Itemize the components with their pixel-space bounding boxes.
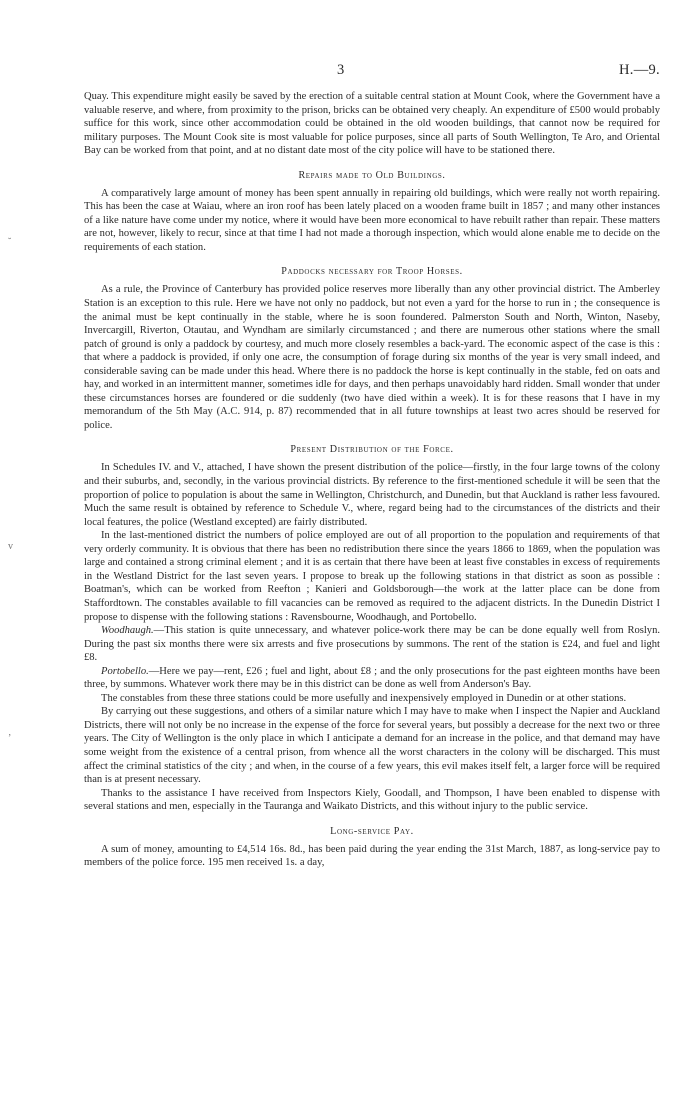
margin-tick-mark-lower: ‚ (8, 727, 12, 738)
page-header (84, 62, 660, 84)
paragraph-woodhaugh (84, 624, 660, 665)
paragraph-quay: Quay. This expenditure might easily be saved by the erection of a suitable central station at Mount Cook, where the Government have a valuable reserve, and where, from proximity to the prison, bricks can be obtained very cheaply. An expenditure of £500 would probably suffice for this work, since other accommodation could be obtained in the old wooden buildings, that cannot now be required for military purposes. The Mount Cook site is most valuable for police purposes, since all parts of South Wellington, Te Aro, and Oriental Bay can be worked from that point, and at no distant date most of the city police will have to be stationed there. (84, 91, 660, 157)
portobello-text: —Here we pay—rent, £26 ; fuel and light, about £8 ; and the only prosecutions for the past eighteen months have been three, by summons. Whatever work there may be in this district can be done as well from Anderson's Bay. (84, 665, 660, 691)
document-code: H.—9. (619, 62, 660, 78)
paragraph-constables: The constables from these three stations could be more usefully and inexpensively employed in Dunedin or at other stations. (101, 692, 627, 704)
margin-v-mark: v (8, 541, 13, 552)
body-text (84, 90, 660, 870)
heading-repairs: Repairs made to Old Buildings. (298, 169, 446, 181)
paragraph-westland: In the last-mentioned district the numbers of police employed are out of all proportion to the population and requirements of that very orderly community. It is obvious that there has been no redistribution there since the years 1866 to 1869, when the population was large and contained a strong criminal element ; and it is as certain that there have been at least five constables in excess of requirements in the Westland District for the last seven years. I propose to break up the following stations in that district as soon as possible : Boatman's, which can be worked from Reefton ; Kanieri and Goldsborough—the work at the latter place can be done from Staffordtown. The constables available to fill vacancies can be removed as required to the adjacent districts. In the Dunedin District I propose to dispense with the following stations : Ravensbourne, Woodhaugh, and Portobello. (84, 530, 660, 623)
paragraph-suggestions: By carrying out these suggestions, and others of a similar nature which I may have to make when I inspect the Napier and Auckland Districts, there will not only be no increase in the expense of the force for several years, but possibly a decrease for the next two or three years. The City of Wellington is the only place in which I anticipate a demand for an increase in the police, and that demand may have some weight from the existence of a central prison, from whence all the worst characters in the colony will be discharged. This must affect the criminal statistics of the city ; and when, in the course of a few years, this evil makes itself felt, a larger force will be required than is at present necessary. (84, 706, 660, 786)
paragraph-repairs: A comparatively large amount of money has been spent annually in repairing old buildings, which were really not worth repairing. This has been the case at Waiau, where an iron roof has been lately placed on a wooden frame built in 1857 ; and many other instances of a like nature have come under my notice, where it would have been more economical to have rebuilt rather than repair. These matters are not, however, likely to recur, since at that time I had not made a thorough inspection, which would alone enable me to decide on the requirements of each station. (84, 187, 660, 253)
paragraph-paddocks: As a rule, the Province of Canterbury has provided police reserves more liberally than any other provincial district. The Amberley Station is an exception to this rule. Here we have not only no paddock, but not even a yard for the horse to run in ; the consequence is the animal must be kept continually in the stable, where he is soon foundered. Palmerston South and North, Winton, Naseby, Invercargill, Riverton, Otautau, and Wyndham are similarly circumstanced ; and there are numerous other stations where the small patch of ground is only a paddock by courtesy, and much more closely resembles a back-yard. The economic aspect of the case is this : that where a paddock is provided, if only one acre, the consumption of forage during six months of the year is very small indeed, and considerable saving can be made under this head. Where there is no paddock the horse is kept continually in the stable, fed on oats and hay, and worked in an intermittent manner, sometimes idle for days, and then perhaps unavoidably hard ridden. Small wonder that under these circumstances horses are foundered or die suddenly (two have died within a week). It is for these reasons that I have in my memorandum of the 5th May (A.C. 914, p. 87) recommended that in all future townships at least two acres should be reserved for police. (84, 284, 660, 431)
portobello-lead: Portobello. (101, 665, 149, 677)
page-number: 3 (337, 62, 345, 78)
paragraph-schedules: In Schedules IV. and V., attached, I have shown the present distribution of the police—firstly, in the four large towns of the colony and their suburbs, and, secondly, in the various provincial districts. By reference to the first-mentioned schedule it will be seen that the proportion of police to population is about the same in Wellington, Christchurch, and Dunedin, but that Auckland is rather less favoured. Much the same result is obtained by reference to Schedule V., where, regard being had to the circumstances of the districts and their local features, the police (Westland excepted) are fairly distributed. (84, 462, 660, 528)
woodhaugh-lead: Woodhaugh. (101, 625, 154, 637)
paragraph-long-service: A sum of money, amounting to £4,514 16s. 8d., has been paid during the year ending the 31st March, 1887, as long-service pay to members of the police force. 195 men received 1s. a day, (84, 843, 660, 869)
woodhaugh-text: —This station is quite unnecessary, and whatever police-work there may be can be done equally well from Roslyn. During the past six months there were six arrests and five prosecutions by summons. The rent of the station is £24, and fuel and light £8. (84, 625, 660, 664)
paragraph-portobello (84, 665, 660, 692)
heading-paddocks: Paddocks necessary for Troop Horses. (281, 266, 463, 278)
heading-long-service: Long-service Pay. (330, 825, 414, 837)
heading-distribution: Present Distribution of the Force. (290, 444, 454, 456)
margin-tick-mark: ˘ (8, 237, 12, 248)
paragraph-thanks: Thanks to the assistance I have received from Inspectors Kiely, Goodall, and Thompson, I have been enabled to dispense with several stations and men, especially in the Tauranga and Waikato Districts, and this without injury to the public service. (84, 787, 660, 813)
